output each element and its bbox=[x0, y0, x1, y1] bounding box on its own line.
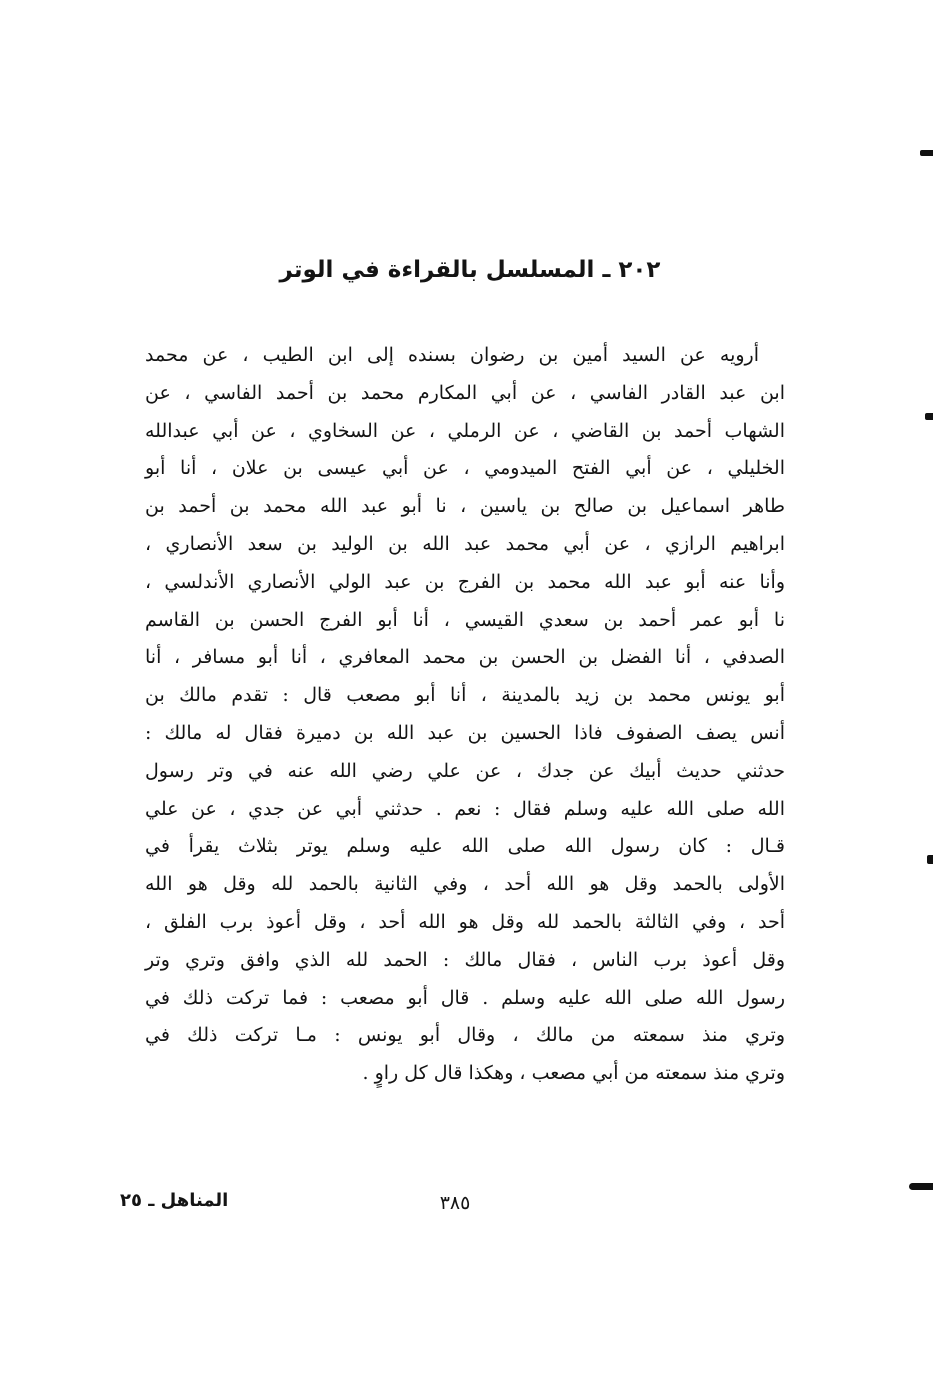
text-line: ابن عبد القادر الفاسي ، عن أبي المكارم محمد بن أحمد الفاسي ، عن bbox=[145, 381, 785, 404]
scan-edge-mark bbox=[920, 150, 933, 156]
text-line: رسول الله صلى الله عليه وسلم . قال أبو مصعب : فما تركت ذلك في bbox=[145, 986, 785, 1009]
text-line: الخليلي ، عن أبي الفتح الميدومي ، عن أبي عيسى بن علان ، أنا أبو bbox=[145, 457, 785, 480]
text-line: وأنا عنه أبو عبد الله محمد بن الفرج بن عبد الولي الأنصاري الأندلسي ، bbox=[145, 570, 785, 593]
scan-edge-mark bbox=[927, 855, 933, 864]
text-line: الصدفي ، أنا الفضل بن الحسن بن محمد المعافري ، أنا أبو مسافر ، أنا bbox=[145, 646, 785, 669]
text-line: أنس يصف الصفوف فاذا الحسين بن عبد الله بن دميرة فقال له مالك : bbox=[145, 721, 785, 744]
text-line: قـال : كان رسول الله صلى الله عليه وسلم يوتر بثلاث يقرأ في bbox=[145, 835, 785, 858]
text-line: أرويه عن السيد أمين بن رضوان بسنده إلى ابن الطيب ، عن محمد bbox=[145, 344, 759, 366]
scan-edge-mark bbox=[909, 1183, 933, 1190]
text-line: الأولى بالحمد وقل هو الله أحد ، وفي الثانية بالحمد لله وقل هو الله bbox=[145, 873, 785, 896]
text-line: طاهر اسماعيل بن صالح بن ياسين ، نا أبو عبد الله محمد بن أحمد بن bbox=[145, 495, 785, 518]
section-heading: ٢٠٢ ـ المسلسل بالقراءة في الوتر bbox=[279, 257, 661, 283]
text-line: الله صلى الله عليه وسلم فقال : نعم . حدثني أبي عن جدي ، عن علي bbox=[145, 797, 785, 820]
body-text bbox=[145, 337, 785, 1093]
text-line: وتري منذ سمعته من مالك ، وقال أبو يونس : مـا تركت ذلك في bbox=[145, 1024, 785, 1047]
text-line: أحد ، وفي الثالثة بالحمد لله وقل هو الله أحد ، وقل أعوذ برب الفلق ، bbox=[145, 910, 785, 933]
text-line: ابراهيم الرازي ، عن أبي محمد عبد الله بن الوليد بن سعد الأنصاري ، bbox=[145, 532, 785, 555]
text-line: نا أبو عمر أحمد بن سعدي القيسي ، أنا أبو الفرج الحسن بن القاسم bbox=[145, 608, 785, 631]
text-line: وتري منذ سمعته من أبي مصعب ، وهكذا قال كل راوٍ . bbox=[362, 1062, 785, 1085]
text-line: وقل أعوذ برب الناس ، فقال مالك : الحمد لله الذي وافق وتري وتر bbox=[145, 948, 785, 971]
text-line: أبو يونس محمد بن زيد بالمدينة ، أنا أبو مصعب قال : تقدم مالك بن bbox=[145, 684, 785, 707]
text-line: حدثني حديث أبيك عن جدك ، عن علي رضي الله عنه في وتر رسول bbox=[145, 759, 785, 782]
page-number: ٣٨٥ bbox=[439, 1192, 471, 1214]
scan-edge-mark bbox=[925, 413, 933, 420]
text-line: الشهاب أحمد بن القاضي ، عن الرملي ، عن السخاوي ، عن أبي عبدالله bbox=[145, 419, 785, 442]
signature-mark: المناهل ـ ٢٥ bbox=[120, 1190, 229, 1211]
